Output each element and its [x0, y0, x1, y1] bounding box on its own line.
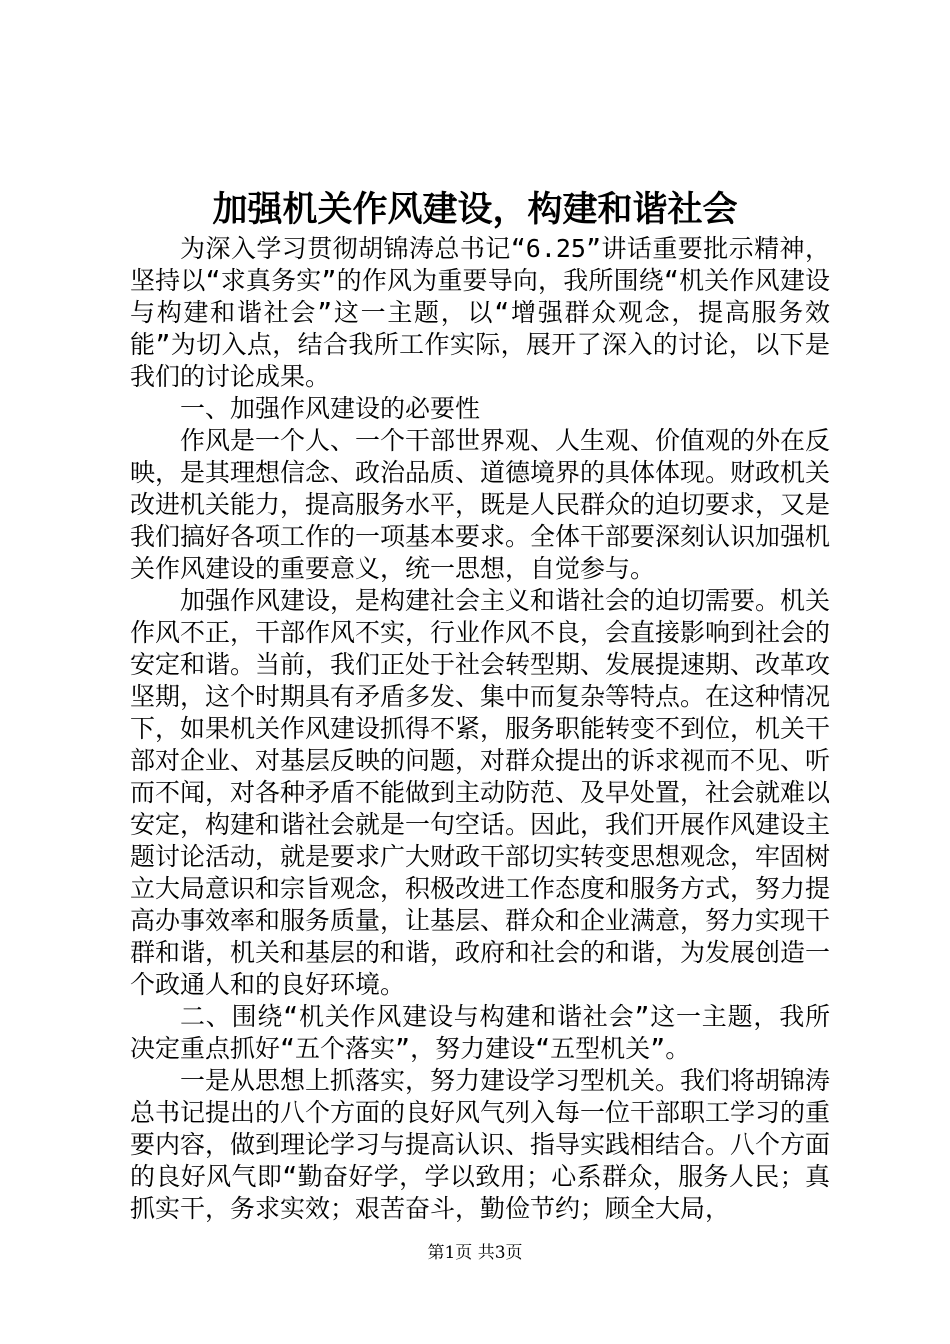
section-heading-1: 一、加强作风建设的必要性 [180, 394, 481, 423]
body-paragraph: 一是从思想上抓落实，努力建设学习型机关。我们将胡锦涛总书记提出的八个方面的良好风气列入每一位干部职工学习的重要内容，做到理论学习与提高认识、指导实践相结合。八个方面的良好风气即“勤奋好学，学以致用；心系群众，服务人民；真抓实干，务求实效；艰苦奋斗，勤俭节约；顾全大局， [130, 1066, 831, 1223]
document-body [130, 233, 830, 1225]
body-paragraph: 作风是一个人、一个干部世界观、人生观、价值观的外在反映，是其理想信念、政治品质、道德境界的具体体现。财政机关改进机关能力，提高服务水平，既是人民群众的迫切要求，又是我们搞好各项工作的一项基本要求。全体干部要深刻认识加强机关作风建设的重要意义，统一思想，自觉参与。 [130, 426, 831, 583]
section-heading-2: 二、围绕“机关作风建设与构建和谐社会”这一主题，我所决定重点抓好“五个落实”，努力建设“五型机关”。 [130, 1002, 830, 1063]
intro-paragraph: 为深入学习贯彻胡锦涛总书记“6.25”讲话重要批示精神，坚持以“求真务实”的作风为重要导向，我所围绕“机关作风建设与构建和谐社会”这一主题，以“增强群众观念，提高服务效能”为切入点，结合我所工作实际，展开了深入的讨论，以下是我们的讨论成果。 [130, 234, 830, 391]
body-paragraph: 加强作风建设，是构建社会主义和谐社会的迫切需要。机关作风不正，干部作风不实，行业作风不良，会直接影响到社会的安定和谐。当前，我们正处于社会转型期、发展提速期、改革攻坚期，这个时期具有矛盾多发、集中而复杂等特点。在这种情况下，如果机关作风建设抓得不紧，服务职能转变不到位，机关干部对企业、对基层反映的问题，对群众提出的诉求视而不见、听而不闻，对各种矛盾不能做到主动防范、及早处置，社会就难以安定，构建和谐社会就是一句空话。因此，我们开展作风建设主题讨论活动，就是要求广大财政干部切实转变思想观念，牢固树立大局意识和宗旨观念，积极改进工作态度和服务方式，努力提高办事效率和服务质量，让基层、群众和企业满意，努力实现干群和谐，机关和基层的和谐，政府和社会的和谐，为发展创造一个政通人和的良好环境。 [130, 586, 831, 999]
document-title: 加强机关作风建设，构建和谐社会 [212, 189, 738, 230]
page-footer: 第1页 共3页 [427, 1243, 523, 1263]
